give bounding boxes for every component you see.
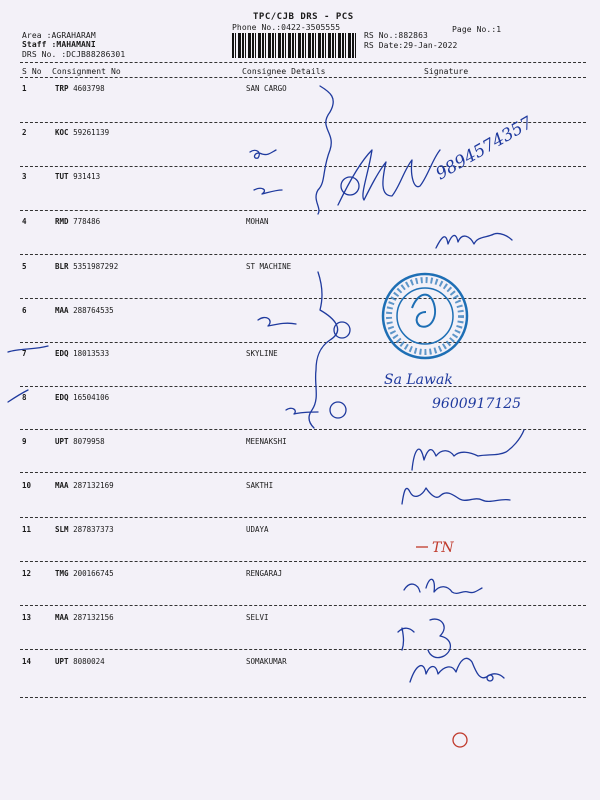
circle-mark-row3: [341, 177, 359, 195]
consignee-name: MEENAKSHI: [246, 437, 287, 446]
phone-number: Phone No.:0422-3505555: [232, 23, 341, 32]
consignment-number: MAA 287132156: [55, 613, 114, 622]
consignee-name: UDAYA: [246, 525, 269, 534]
consignee-name: RENGARAJ: [246, 569, 283, 578]
rs-date: RS Date:29-Jan-2022: [364, 41, 458, 50]
consignee-name: ST MACHINE: [246, 262, 292, 271]
column-header-consignment: Consignment No: [52, 67, 121, 76]
consignment-number: EDQ 18013533: [55, 349, 110, 358]
phone-note-row1: 9894574357: [432, 112, 537, 185]
consignment-number: RMD 778486: [55, 217, 101, 226]
row-sno: 14: [22, 657, 32, 666]
row-sno: 7: [22, 349, 27, 358]
row-sno: 11: [22, 525, 32, 534]
column-header-signature: Signature: [424, 67, 469, 76]
column-header-sno: S No: [22, 67, 42, 76]
dot-mark-row14: [487, 675, 493, 681]
rs-number: RS No.:882863: [364, 31, 428, 40]
row-sno: 4: [22, 217, 27, 226]
ds-initial-row6: [258, 318, 296, 326]
row-sno: 2: [22, 128, 27, 137]
row-sno: 1: [22, 84, 27, 93]
consignee-name: MOHAN: [246, 217, 269, 226]
consignee-name: SKYLINE: [246, 349, 278, 358]
row-sno: 10: [22, 481, 32, 490]
margin-tick-row8: [8, 390, 28, 402]
red-circle-mark: [453, 733, 467, 747]
consignment-number: TUT 931413: [55, 172, 101, 181]
consignee-name: SELVI: [246, 613, 269, 622]
row-sno: 9: [22, 437, 27, 446]
bracket-stroke-2: [309, 272, 338, 428]
signature-row10: [402, 488, 510, 504]
consignment-number: MAA 287132169: [55, 481, 114, 490]
circle-mark-row6: [334, 322, 350, 338]
row-sno: 12: [22, 569, 32, 578]
page-number: Page No.:1: [452, 25, 502, 34]
signature-row12: [404, 579, 482, 593]
company-stamp: [383, 274, 467, 358]
consignment-number: TRP 4603798: [55, 84, 105, 93]
circle-mark-row8: [330, 402, 346, 418]
signature-row9: [412, 430, 524, 470]
consignment-number: UPT 8080024: [55, 657, 105, 666]
signature-row7: Sa Lawak: [384, 372, 453, 388]
consignment-number: UPT 8079958: [55, 437, 105, 446]
column-header-consignee: Consignee Details: [242, 67, 326, 76]
consignment-number: BLR 5351987292: [55, 262, 119, 271]
signature-row14: [410, 658, 504, 682]
consignment-number: MAA 288764535: [55, 306, 114, 315]
phone-note-row8: 9600917125: [432, 396, 522, 412]
consignee-name: SAKTHI: [246, 481, 274, 490]
document-title: TPC/CJB DRS - PCS: [253, 12, 354, 22]
ds-initial-row3: [254, 188, 282, 194]
row-sno: 5: [22, 262, 27, 271]
staff-field: Staff :MAHAMANI: [22, 40, 96, 49]
row-sno: 8: [22, 393, 27, 402]
consignment-number: KOC 59261139: [55, 128, 110, 137]
bracket-stroke: [316, 86, 333, 214]
row-sno: 3: [22, 172, 27, 181]
margin-tick-row7: [8, 346, 48, 352]
area-field: Area :AGRAHARAM: [22, 31, 96, 40]
consignee-name: SOMAKUMAR: [246, 657, 287, 666]
consignee-name: SAN CARGO: [246, 84, 287, 93]
signature-row13: [398, 619, 450, 658]
consignment-number: EDQ 16504106: [55, 393, 110, 402]
signature-row4: [436, 233, 512, 248]
consignment-number: TMG 200166745: [55, 569, 114, 578]
consignment-number: SLM 287837373: [55, 525, 114, 534]
row-sno: 13: [22, 613, 32, 622]
drs-number: DRS No. :DCJB88286301: [22, 50, 126, 59]
tn-note-row11: TN: [432, 540, 454, 556]
row-sno: 6: [22, 306, 27, 315]
ds-initial-row2: [250, 150, 276, 158]
